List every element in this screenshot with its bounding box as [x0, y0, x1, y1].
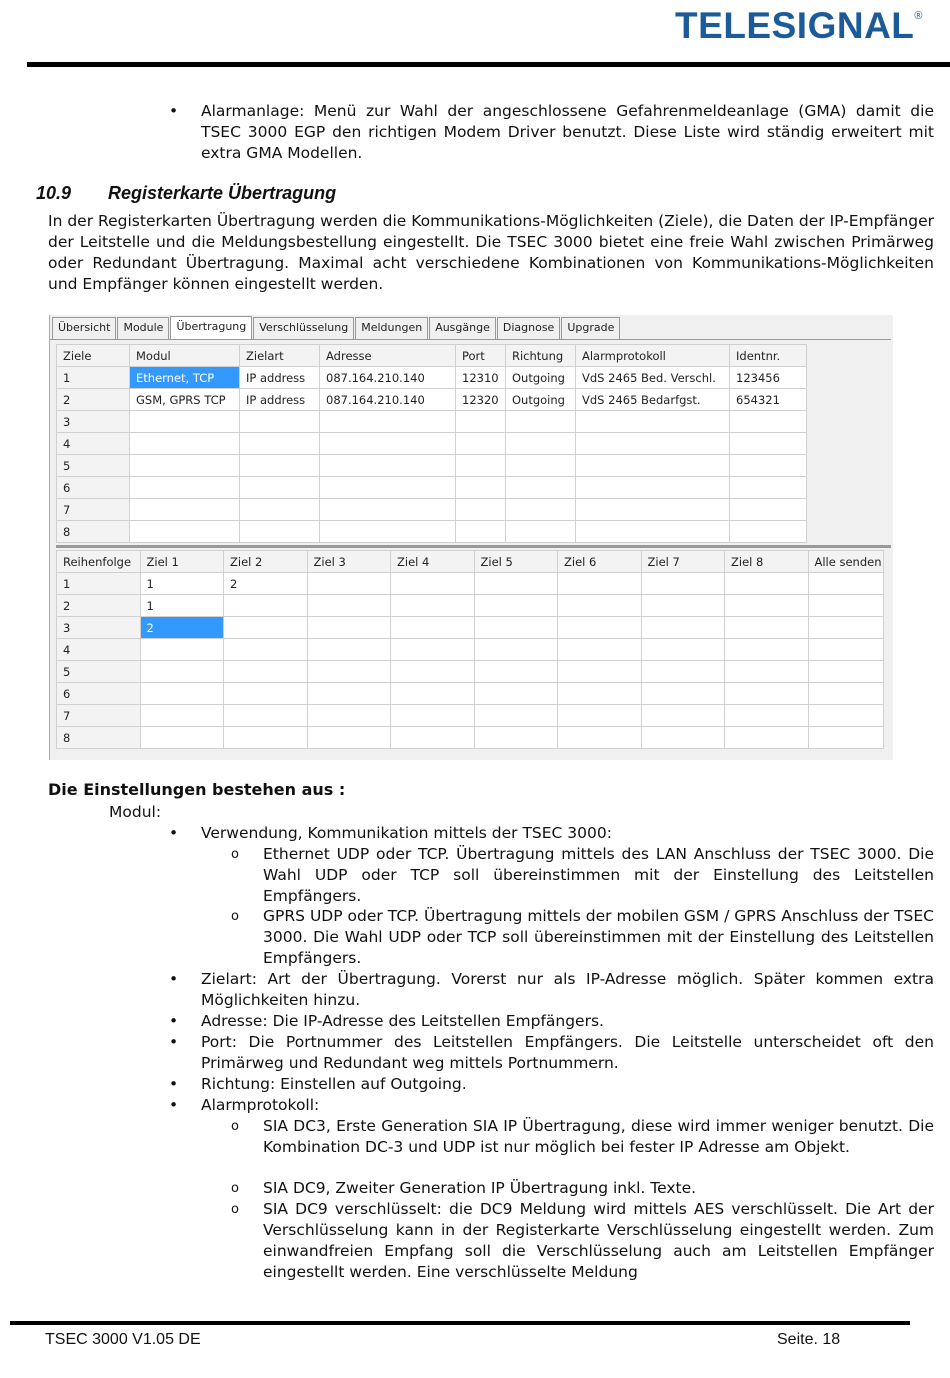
table-cell[interactable] [730, 499, 807, 521]
table-cell[interactable] [224, 727, 308, 749]
table-cell[interactable] [641, 661, 725, 683]
column-header[interactable]: Richtung [506, 345, 576, 367]
table-row [57, 499, 807, 521]
table-cell[interactable] [576, 499, 730, 521]
table-cell[interactable] [307, 661, 391, 683]
column-header[interactable]: Adresse [320, 345, 456, 367]
table-cell[interactable]: Ethernet, TCP [130, 367, 240, 389]
table-cell[interactable] [506, 477, 576, 499]
row-header[interactable]: 2 [57, 389, 130, 411]
table-cell[interactable] [808, 639, 884, 661]
table-cell[interactable] [456, 499, 506, 521]
table-cell[interactable] [140, 639, 224, 661]
table-cell[interactable] [576, 521, 730, 543]
tab-0[interactable]: Übersicht [52, 317, 116, 339]
row-header[interactable]: 5 [57, 661, 141, 683]
sub-ethernet: o Ethernet UDP oder TCP. Übertragung mittels des LAN Anschluss der TSEC 3000. Die Wahl UDP oder TCP soll übereinstimmen mit der Einstellung des Leitstellen Empfängers. [263, 844, 934, 907]
table-cell[interactable] [730, 455, 807, 477]
table-row [57, 367, 807, 389]
tab-1[interactable]: Module [117, 317, 169, 339]
table-row [57, 521, 807, 543]
table-row [57, 455, 807, 477]
sequence-table [56, 550, 884, 749]
targets-table [56, 344, 807, 543]
telesignal-logo: TELESIGNAL® [675, 5, 923, 46]
table-cell[interactable]: 1 [140, 595, 224, 617]
table-cell[interactable] [140, 661, 224, 683]
table-cell[interactable] [391, 573, 475, 595]
table-cell[interactable] [140, 727, 224, 749]
table-cell[interactable] [224, 683, 308, 705]
table-cell[interactable]: Outgoing [506, 389, 576, 411]
table-cell[interactable] [725, 573, 809, 595]
table-row [57, 683, 884, 705]
table-cell[interactable] [307, 639, 391, 661]
table-cell[interactable] [474, 661, 558, 683]
sub-dc9: o SIA DC9, Zweiter Generation IP Übertragung inkl. Texte. [263, 1178, 934, 1199]
table-cell[interactable] [506, 433, 576, 455]
row-header[interactable]: 1 [57, 573, 141, 595]
table-cell[interactable] [456, 455, 506, 477]
row-header[interactable]: 4 [57, 639, 141, 661]
table-row [57, 727, 884, 749]
table-cell[interactable] [641, 573, 725, 595]
table-row [57, 573, 884, 595]
table-cell[interactable] [140, 683, 224, 705]
table-cell[interactable]: Outgoing [506, 367, 576, 389]
table-row [57, 411, 807, 433]
table-cell[interactable] [474, 595, 558, 617]
table-cell[interactable] [456, 477, 506, 499]
bullet-port: • Port: Die Portnummer des Leitstellen Empfängers. Die Leitstelle unterscheidet oft den Primärweg und Redundant weg mittels Portnummern. [201, 1032, 934, 1074]
table-cell[interactable] [240, 521, 320, 543]
table-cell[interactable] [320, 455, 456, 477]
table-cell[interactable] [558, 573, 642, 595]
table-cell[interactable] [391, 661, 475, 683]
table-cell[interactable] [307, 573, 391, 595]
sub-dc3: o SIA DC3, Erste Generation SIA IP Übertragung, diese wird immer weniger benutzt. Die Kombination DC-3 und UDP ist nur möglich bei fester IP Adresse am Objekt. [263, 1116, 934, 1158]
table-cell[interactable] [730, 411, 807, 433]
column-header[interactable]: Reihenfolge [57, 551, 141, 573]
table-cell[interactable] [140, 705, 224, 727]
table-cell[interactable]: IP address [240, 389, 320, 411]
column-header[interactable]: Ziel 6 [558, 551, 642, 573]
footer-doc-title: TSEC 3000 V1.05 DE [45, 1331, 201, 1348]
table-cell[interactable] [320, 521, 456, 543]
row-header[interactable]: 6 [57, 683, 141, 705]
table-cell[interactable]: 12310 [456, 367, 506, 389]
tab-5[interactable]: Ausgänge [429, 317, 496, 339]
settings-heading: Die Einstellungen bestehen aus : [48, 780, 346, 799]
table-cell[interactable] [576, 477, 730, 499]
table-cell[interactable]: 087.164.210.140 [320, 367, 456, 389]
table-cell[interactable]: 12320 [456, 389, 506, 411]
row-header[interactable]: 8 [57, 727, 141, 749]
section-text: In der Registerkarten Übertragung werden die Kommunikations-Möglichkeiten (Ziele), die Daten der IP-Empfänger der Leitstelle und die Meldungsbestellung eingestellt. Die TSEC 3000 bietet eine freie Wahl zwischen Primärweg oder Redundant Übertragung. Maximal acht verschiedene Kombinationen von Kommunikations-Möglichkeiten und Empfänger können eingestellt werden. [48, 212, 934, 293]
intro-bullet: • Alarmanlage: Menü zur Wahl der angeschlossene Gefahrenmeldeanlage (GMA) damit die TSEC 3000 EGP den richtigen Modem Driver benutzt. Diese Liste wird ständig erweitert mit extra GMA Modellen. [201, 101, 934, 164]
table-cell[interactable] [474, 727, 558, 749]
table-cell[interactable] [808, 573, 884, 595]
column-header[interactable]: Identnr. [730, 345, 807, 367]
table-cell[interactable] [506, 455, 576, 477]
table-cell[interactable]: IP address [240, 367, 320, 389]
row-header[interactable]: 8 [57, 521, 130, 543]
table-cell[interactable] [391, 639, 475, 661]
table-cell[interactable] [456, 521, 506, 543]
table-cell[interactable] [391, 683, 475, 705]
footer-rule [10, 1321, 910, 1325]
sub-gprs: o GPRS UDP oder TCP. Übertragung mittels der mobilen GSM / GPRS Anschluss der TSEC 3000. Die Wahl UDP oder TCP soll übereinstimmen mit der Einstellung des Leitstellen Empfängers. [263, 906, 934, 969]
bullet-adresse: • Adresse: Die IP-Adresse des Leitstellen Empfängers. [201, 1011, 934, 1032]
table-cell[interactable] [307, 727, 391, 749]
table-cell[interactable] [307, 705, 391, 727]
row-header[interactable]: 3 [57, 617, 141, 639]
column-header[interactable]: Ziel 7 [641, 551, 725, 573]
table-cell[interactable] [307, 683, 391, 705]
column-header[interactable]: Zielart [240, 345, 320, 367]
table-cell[interactable] [808, 727, 884, 749]
table-cell[interactable]: 2 [140, 617, 224, 639]
table-cell[interactable] [641, 727, 725, 749]
row-header[interactable]: 7 [57, 499, 130, 521]
table-cell[interactable] [391, 617, 475, 639]
table-cell[interactable] [576, 433, 730, 455]
section-heading: 10.9 Registerkarte Übertragung [36, 183, 337, 203]
table-cell[interactable] [558, 683, 642, 705]
table-cell[interactable] [506, 499, 576, 521]
tab-3[interactable]: Verschlüsselung [253, 317, 354, 339]
table-cell[interactable] [730, 521, 807, 543]
table-cell[interactable] [808, 595, 884, 617]
table-cell[interactable] [391, 595, 475, 617]
table-cell[interactable]: 654321 [730, 389, 807, 411]
column-header[interactable]: Alarmprotokoll [576, 345, 730, 367]
table-cell[interactable] [506, 521, 576, 543]
table-cell[interactable] [808, 617, 884, 639]
table-cell[interactable]: 2 [224, 573, 308, 595]
column-header[interactable]: Ziel 5 [474, 551, 558, 573]
column-header[interactable]: Ziele [57, 345, 130, 367]
footer-page-number: Seite. 18 [777, 1331, 841, 1348]
row-header[interactable]: 3 [57, 411, 130, 433]
table-row [57, 433, 807, 455]
row-header[interactable]: 7 [57, 705, 141, 727]
column-header[interactable]: Ziel 3 [307, 551, 391, 573]
table-cell[interactable] [130, 499, 240, 521]
column-header[interactable]: Ziel 2 [224, 551, 308, 573]
table-cell[interactable] [224, 617, 308, 639]
table-cell[interactable] [474, 573, 558, 595]
table-cell[interactable] [641, 617, 725, 639]
row-header[interactable]: 4 [57, 433, 130, 455]
column-header[interactable]: Port [456, 345, 506, 367]
table-cell[interactable]: 1 [140, 573, 224, 595]
table-cell[interactable] [474, 617, 558, 639]
table-cell[interactable] [725, 705, 809, 727]
table-cell[interactable] [130, 411, 240, 433]
table-row [57, 595, 884, 617]
table-cell[interactable] [808, 683, 884, 705]
table-cell[interactable] [130, 521, 240, 543]
table-cell[interactable] [725, 617, 809, 639]
table-cell[interactable] [558, 705, 642, 727]
table-cell[interactable] [730, 477, 807, 499]
table-cell[interactable] [456, 433, 506, 455]
row-header[interactable]: 1 [57, 367, 130, 389]
bullet-alarmprotokoll: • Alarmprotokoll: [201, 1095, 934, 1116]
table-cell[interactable] [558, 595, 642, 617]
table-cell[interactable] [240, 411, 320, 433]
table-cell[interactable] [240, 455, 320, 477]
splitter[interactable] [56, 545, 891, 548]
tab-2[interactable]: Übertragung [170, 316, 252, 340]
table-cell[interactable] [240, 499, 320, 521]
bullet-richtung: • Richtung: Einstellen auf Outgoing. [201, 1074, 934, 1095]
table-cell[interactable] [808, 661, 884, 683]
table-cell[interactable] [725, 595, 809, 617]
bullet-usage: • Verwendung, Kommunikation mittels der TSEC 3000: [201, 823, 934, 844]
table-row [57, 639, 884, 661]
table-cell[interactable] [558, 661, 642, 683]
table-cell[interactable] [558, 727, 642, 749]
table-cell[interactable] [641, 639, 725, 661]
table-cell[interactable]: VdS 2465 Bed. Verschl. [576, 367, 730, 389]
table-row [57, 661, 884, 683]
table-cell[interactable] [224, 595, 308, 617]
table-cell[interactable] [641, 683, 725, 705]
table-cell[interactable] [474, 705, 558, 727]
transmission-tab-screenshot [49, 315, 893, 760]
table-cell[interactable] [576, 411, 730, 433]
table-cell[interactable]: GSM, GPRS TCP [130, 389, 240, 411]
column-header[interactable]: Alle senden [808, 551, 884, 573]
table-cell[interactable] [808, 705, 884, 727]
table-cell[interactable]: VdS 2465 Bedarfgst. [576, 389, 730, 411]
column-header[interactable]: Ziel 8 [725, 551, 809, 573]
header-rule [27, 62, 950, 67]
column-header[interactable]: Ziel 1 [140, 551, 224, 573]
tab-bar [52, 317, 621, 341]
table-cell[interactable] [307, 595, 391, 617]
table-row [57, 477, 807, 499]
table-cell[interactable] [320, 499, 456, 521]
table-cell[interactable] [641, 705, 725, 727]
table-cell[interactable] [725, 639, 809, 661]
table-cell[interactable] [320, 433, 456, 455]
table-cell[interactable] [240, 477, 320, 499]
table-cell[interactable] [474, 683, 558, 705]
table-cell[interactable]: 087.164.210.140 [320, 389, 456, 411]
table-row [57, 705, 884, 727]
bullet-zielart: • Zielart: Art der Übertragung. Vorerst nur als IP-Adresse möglich. Später kommen extra Möglichkeiten hinzu. [201, 969, 934, 1011]
table-cell[interactable] [641, 595, 725, 617]
table-cell[interactable] [391, 705, 475, 727]
tab-4[interactable]: Meldungen [355, 317, 428, 339]
column-header[interactable]: Ziel 4 [391, 551, 475, 573]
table-cell[interactable] [130, 455, 240, 477]
table-cell[interactable] [576, 455, 730, 477]
table-cell[interactable] [130, 477, 240, 499]
table-cell[interactable] [224, 639, 308, 661]
modul-label: Modul: [109, 803, 162, 821]
table-cell[interactable] [240, 433, 320, 455]
table-cell[interactable] [725, 661, 809, 683]
tab-divider [50, 339, 891, 340]
table-cell[interactable] [224, 705, 308, 727]
table-cell[interactable] [725, 727, 809, 749]
table-cell[interactable] [730, 433, 807, 455]
table-cell[interactable] [725, 683, 809, 705]
table-cell[interactable] [506, 411, 576, 433]
table-cell[interactable]: 123456 [730, 367, 807, 389]
tab-6[interactable]: Diagnose [497, 317, 560, 339]
table-cell[interactable] [307, 617, 391, 639]
table-cell[interactable] [320, 411, 456, 433]
table-row [57, 617, 884, 639]
table-cell[interactable] [456, 411, 506, 433]
table-cell[interactable] [391, 727, 475, 749]
tab-7[interactable]: Upgrade [561, 317, 620, 339]
table-row [57, 389, 807, 411]
table-cell[interactable] [224, 661, 308, 683]
table-cell[interactable] [558, 639, 642, 661]
table-cell[interactable] [558, 617, 642, 639]
column-header[interactable]: Modul [130, 345, 240, 367]
row-header[interactable]: 5 [57, 455, 130, 477]
row-header[interactable]: 2 [57, 595, 141, 617]
table-cell[interactable] [130, 433, 240, 455]
sub-dc9-encrypted: o SIA DC9 verschlüsselt: die DC9 Meldung wird mittels AES verschlüsselt. Die Art der Verschlüsselung kann in der Registerkarte Verschlüsselung eingestellt werden. Zum einwandfreien Empfang soll die Verschlüsselung auch am Leitstellen Empfänger eingestellt werden. Eine verschlüsselte Meldung [263, 1199, 934, 1283]
row-header[interactable]: 6 [57, 477, 130, 499]
table-cell[interactable] [320, 477, 456, 499]
table-cell[interactable] [474, 639, 558, 661]
